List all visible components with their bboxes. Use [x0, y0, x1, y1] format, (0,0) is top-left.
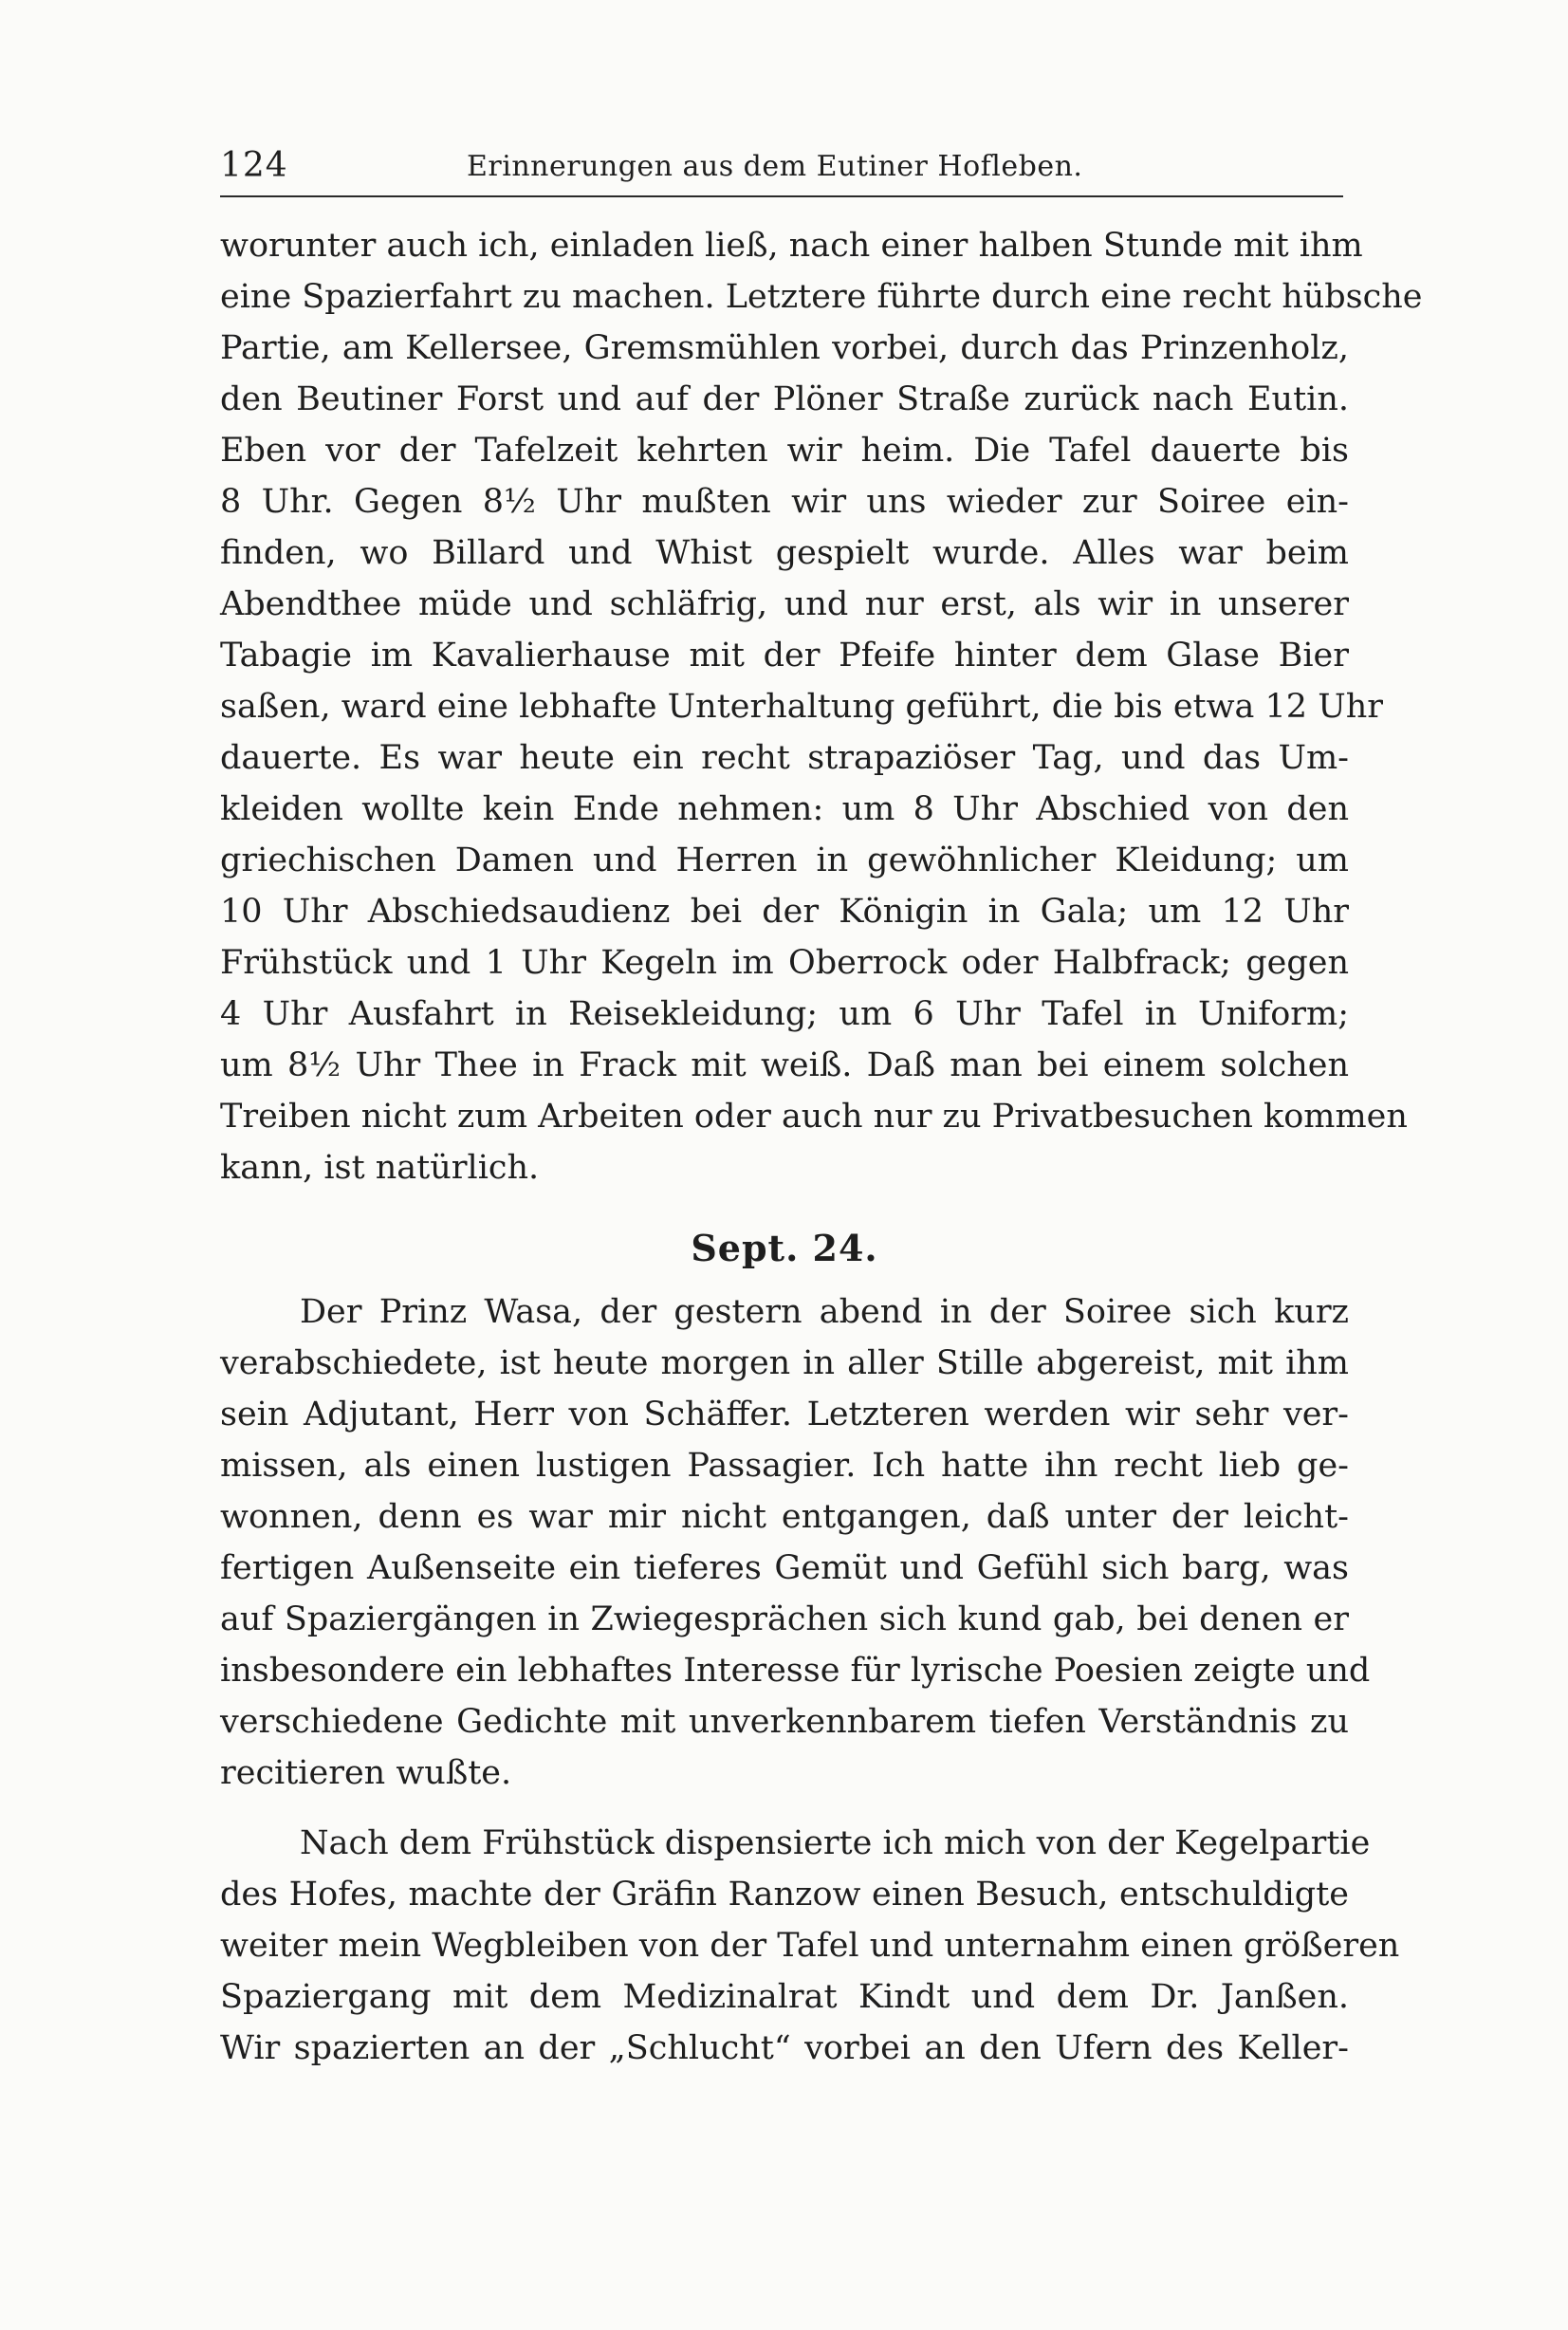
paragraph-2 — [220, 1286, 1371, 1799]
text-line: kleiden wollte kein Ende nehmen: um 8 Uhr Abschied von den — [220, 790, 1349, 828]
text-line: wonnen, denn es war mir nicht entgangen, daß unter der leicht- — [220, 1498, 1349, 1536]
text-line: Spaziergang mit dem Medizinalrat Kindt und dem Dr. Janßen. — [220, 1978, 1349, 2016]
text-line: Wir spazierten an der „Schlucht“ vorbei an den Ufern des Keller- — [220, 2029, 1349, 2067]
text-line: den Beutiner Forst und auf der Plöner Straße zurück nach Eutin. — [220, 380, 1349, 418]
page-number: 124 — [220, 146, 288, 185]
text-line: kann, ist natürlich. — [220, 1149, 540, 1187]
text-line: Frühstück und 1 Uhr Kegeln im Oberrock oder Halbfrack; gegen — [220, 944, 1349, 982]
text-line: Treiben nicht zum Arbeiten oder auch nur zu Privatbesuchen kommen — [220, 1098, 1408, 1136]
text-line: eine Spazierfahrt zu machen. Letztere führte durch eine recht hübsche — [220, 278, 1423, 316]
text-line: griechischen Damen und Herren in gewöhnlicher Kleidung; um — [220, 841, 1349, 879]
section-heading: Sept. 24. — [691, 1227, 878, 1269]
text-line: sein Adjutant, Herr von Schäffer. Letzteren werden wir sehr ver- — [220, 1396, 1349, 1433]
text-line: fertigen Außenseite ein tieferes Gemüt und Gefühl sich barg, was — [220, 1549, 1349, 1587]
spacer — [220, 1799, 1349, 1818]
spacer — [220, 1193, 1349, 1220]
spacer — [220, 1277, 1349, 1286]
text-line: saßen, ward eine lebhafte Unterhaltung geführt, die bis etwa 12 Uhr — [220, 688, 1383, 726]
text-line: dauerte. Es war heute ein recht strapaziöser Tag, und das Um- — [220, 739, 1349, 777]
text-line: 4 Uhr Ausfahrt in Reisekleidung; um 6 Uhr Tafel in Uniform; — [220, 995, 1349, 1033]
text-line: 10 Uhr Abschiedsaudienz bei der Königin in Gala; um 12 Uhr — [220, 893, 1349, 931]
page-header — [220, 142, 1337, 194]
paragraph-1 — [220, 220, 1423, 1193]
text-line: weiter mein Wegbleiben von der Tafel und unternahm einen größeren — [220, 1927, 1400, 1965]
text-line: Abendthee müde und schläfrig, und nur erst, als wir in unserer — [220, 585, 1349, 623]
text-line: des Hofes, machte der Gräfin Ranzow einen Besuch, entschuldigte — [220, 1876, 1349, 1914]
text-line: um 8½ Uhr Thee in Frack mit weiß. Daß man bei einem solchen — [220, 1046, 1349, 1084]
text-line: Eben vor der Tafelzeit kehrten wir heim. Die Tafel dauerte bis — [220, 432, 1349, 470]
running-title: Erinnerungen aus dem Eutiner Hofleben. — [467, 150, 1083, 183]
text-line: verschiedene Gedichte mit unverkennbarem tiefen Verständnis zu — [220, 1703, 1349, 1741]
header-rule — [220, 195, 1343, 197]
text-line: Partie, am Kellersee, Gremsmühlen vorbei, durch das Prinzenholz, — [220, 329, 1349, 367]
text-line: 8 Uhr. Gegen 8½ Uhr mußten wir uns wieder zur Soiree ein- — [220, 483, 1349, 521]
text-line: worunter auch ich, einladen ließ, nach einer halben Stunde mit ihm — [220, 227, 1363, 265]
text-line: insbesondere ein lebhaftes Interesse für lyrische Poesien zeigte und — [220, 1652, 1371, 1690]
text-line: auf Spaziergängen in Zwiegesprächen sich kund gab, bei denen er — [220, 1600, 1349, 1638]
text-line: recitieren wußte. — [220, 1754, 512, 1792]
text-line: Tabagie im Kavalierhause mit der Pfeife hinter dem Glase Bier — [220, 637, 1349, 675]
body-text — [220, 220, 1423, 2074]
text-line: missen, als einen lustigen Passagier. Ich hatte ihn recht lieb ge- — [220, 1447, 1349, 1485]
text-line: Nach dem Frühstück dispensierte ich mich von der Kegelpartie — [300, 1824, 1371, 1862]
paragraph-3 — [220, 1818, 1400, 2074]
text-line: finden, wo Billard und Whist gespielt wurde. Alles war beim — [220, 534, 1349, 572]
text-line: Der Prinz Wasa, der gestern abend in der Soiree sich kurz — [300, 1293, 1349, 1331]
text-line: verabschiedete, ist heute morgen in aller Stille abgereist, mit ihm — [220, 1344, 1349, 1382]
